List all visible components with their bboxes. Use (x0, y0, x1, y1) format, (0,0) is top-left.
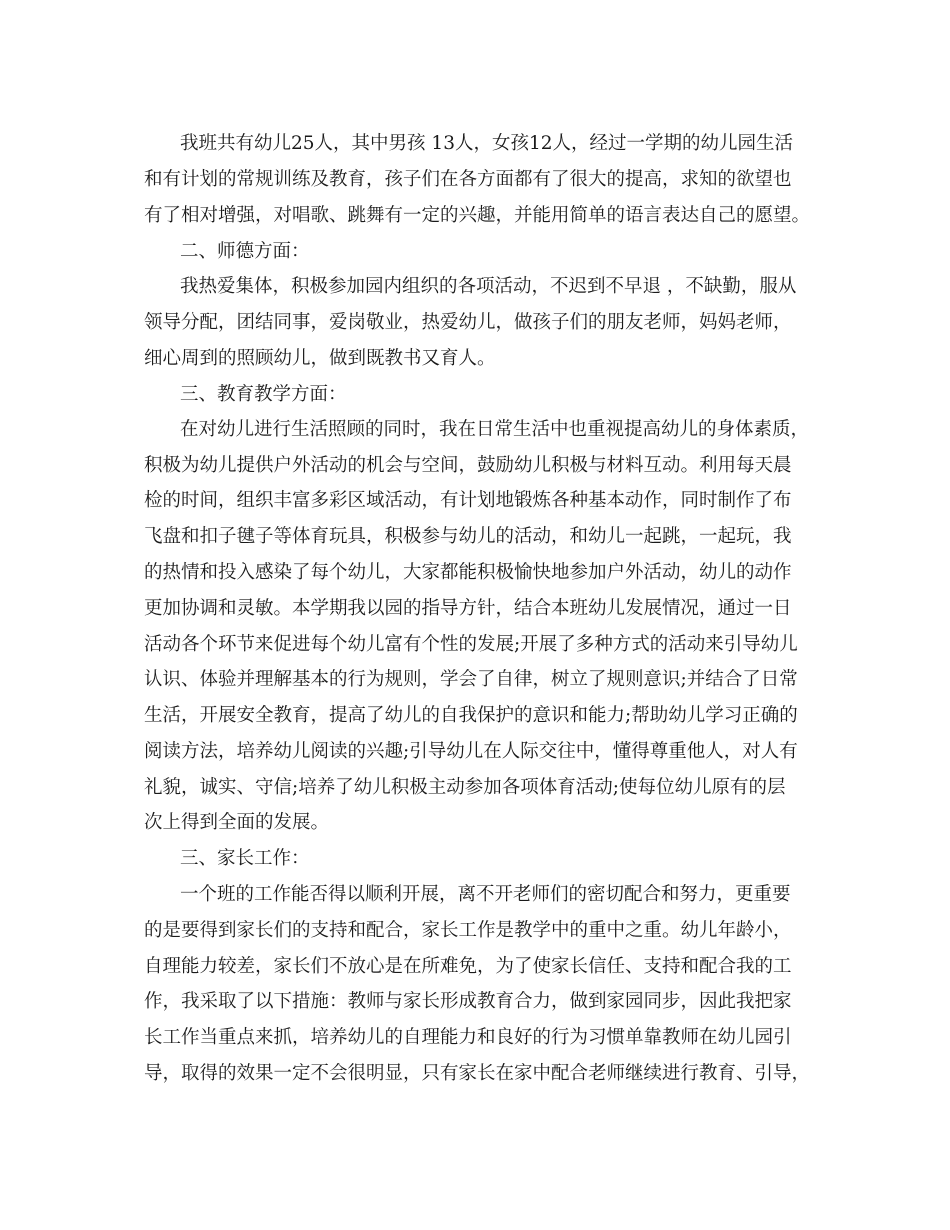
section-heading: 三、家长工作： (180, 848, 310, 869)
paragraph-line: 认识、体验并理解基本的行为规则，学会了自律，树立了规则意识;并结合了日常 (144, 669, 798, 690)
section-heading: 二、师德方面： (180, 241, 310, 262)
paragraph-line: 导，取得的效果一定不会很明显，只有家长在家中配合老师继续进行教育、引导， (144, 1063, 811, 1084)
paragraph-line: 飞盘和扣子毽子等体育玩具，积极参与幼儿的活动，和幼儿一起跳，一起玩，我 (144, 526, 792, 547)
paragraph-line: 在对幼儿进行生活照顾的同时，我在日常生活中也重视提高幼儿的身体素质， (180, 419, 810, 440)
paragraph-line: 检的时间，组织丰富多彩区域活动，有计划地锻炼各种基本动作，同时制作了布 (144, 490, 792, 511)
paragraph-line: 的热情和投入感染了每个幼儿，大家都能积极愉快地参加户外活动，幼儿的动作 (144, 562, 792, 583)
paragraph-line: 积极为幼儿提供户外活动的机会与空间，鼓励幼儿积极与材料互动。利用每天晨 (144, 455, 792, 476)
paragraph-line: 的是要得到家长们的支持和配合，家长工作是教学中的重中之重。幼儿年龄小， (144, 920, 792, 941)
paragraph-line: 细心周到的照顾幼儿，做到既教书又育人。 (144, 348, 496, 369)
paragraph-line: 更加协调和灵敏。本学期我以园的指导方针，结合本班幼儿发展情况，通过一日 (144, 598, 792, 619)
paragraph-line: 活动各个环节来促进每个幼儿富有个性的发展;开展了多种方式的活动来引导幼儿 (144, 634, 798, 655)
paragraph-line: 我班共有幼儿25人，其中男孩 13人，女孩12人，经过一学期的幼儿园生活 (180, 133, 794, 154)
paragraph-line: 礼貌，诚实、守信;培养了幼儿积极主动参加各项体育活动;使每位幼儿原有的层 (144, 777, 786, 798)
paragraph-line: 长工作当重点来抓，培养幼儿的自理能力和良好的行为习惯单靠教师在幼儿园引 (144, 1027, 792, 1048)
paragraph-line: 作，我采取了以下措施：教师与家长形成教育合力，做到家园同步，因此我把家 (144, 991, 792, 1012)
section-heading: 三、教育教学方面： (180, 384, 347, 405)
paragraph-line: 和有计划的常规训练及教育，孩子们在各方面都有了很大的提高，求知的欲望也 (144, 169, 792, 190)
paragraph-line: 自理能力较差，家长们不放心是在所难免，为了使家长信任、支持和配合我的工 (144, 956, 792, 977)
paragraph-line: 次上得到全面的发展。 (144, 812, 330, 833)
paragraph-line: 一个班的工作能否得以顺利开展，离不开老师们的密切配合和努力，更重要 (180, 884, 791, 905)
paragraph-line: 我热爱集体，积极参加园内组织的各项活动，不迟到不早退 ，不缺勤，服从 (180, 276, 797, 297)
paragraph-line: 阅读方法，培养幼儿阅读的兴趣;引导幼儿在人际交往中，懂得尊重他人，对人有 (144, 741, 798, 762)
paragraph-line: 有了相对增强，对唱歌、跳舞有一定的兴趣，并能用简单的语言表达自己的愿望。 (144, 205, 811, 226)
paragraph-line: 生活，开展安全教育，提高了幼儿的自我保护的意识和能力;帮助幼儿学习正确的 (144, 705, 798, 726)
paragraph-line: 领导分配，团结同事，爱岗敬业，热爱幼儿，做孩子们的朋友老师，妈妈老师， (144, 312, 792, 333)
